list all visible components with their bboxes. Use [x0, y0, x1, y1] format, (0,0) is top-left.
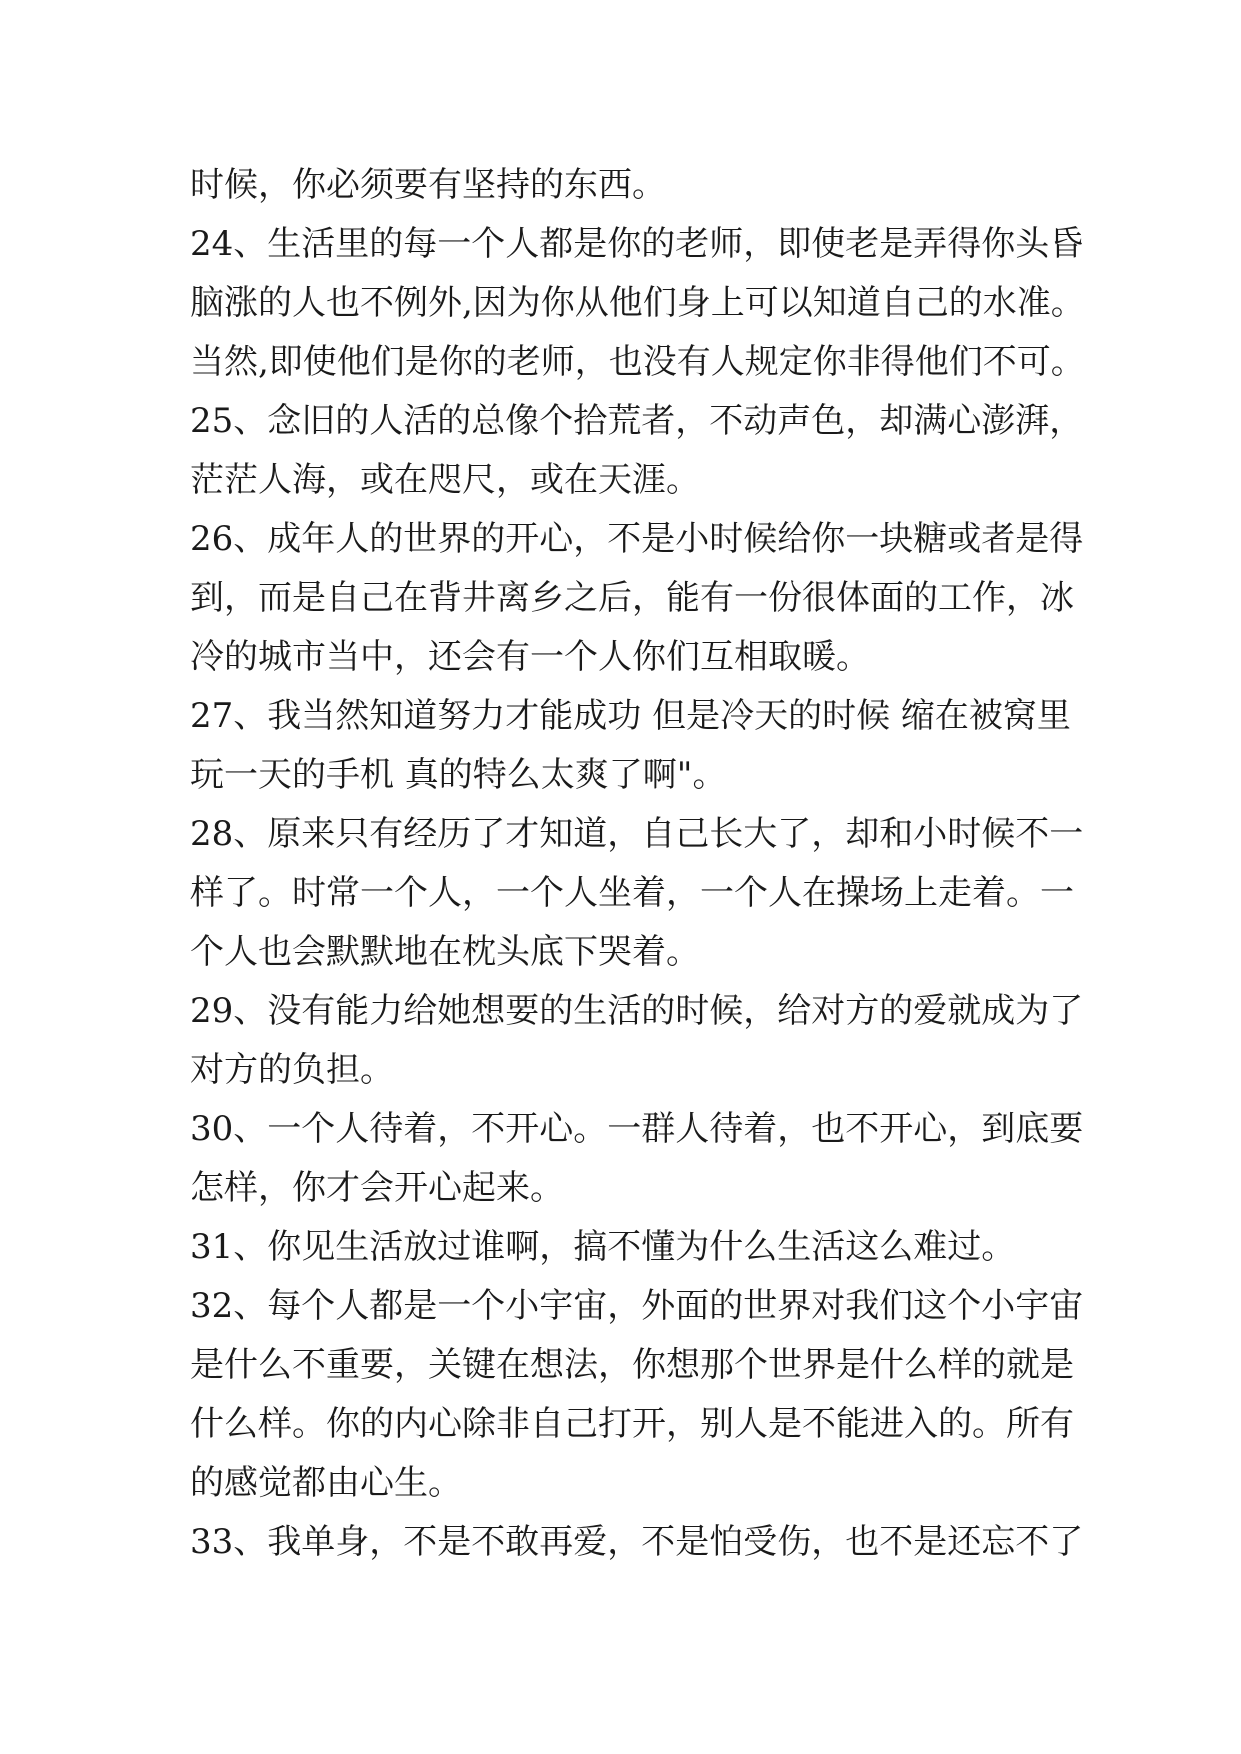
text-line: 是什么不重要，关键在想法，你想那个世界是什么样的就是 [190, 1345, 1074, 1385]
text-line: 的感觉都由心生。 [190, 1463, 462, 1503]
text-line: 脑涨的人也不例外,因为你从他们身上可以知道自己的水准。 [190, 283, 1085, 323]
text-line: 个人也会默默地在枕头底下哭着。 [190, 932, 700, 972]
text-line: 时候，你必须要有坚持的东西。 [190, 165, 666, 205]
text-line: 31、你见生活放过谁啊，搞不懂为什么生活这么难过。 [190, 1227, 1016, 1267]
text-line: 28、原来只有经历了才知道，自己长大了，却和小时候不一 [190, 814, 1084, 854]
text-line: 到，而是自己在背井离乡之后，能有一份很体面的工作，冰 [190, 578, 1074, 618]
text-line: 32、每个人都是一个小宇宙，外面的世界对我们这个小宇宙 [190, 1286, 1084, 1326]
text-line: 29、没有能力给她想要的生活的时候，给对方的爱就成为了 [190, 991, 1084, 1031]
text-line: 对方的负担。 [190, 1050, 394, 1090]
text-line: 冷的城市当中，还会有一个人你们互相取暖。 [190, 637, 870, 677]
text-line: 25、念旧的人活的总像个拾荒者，不动声色，却满心澎湃， [190, 401, 1084, 441]
text-line: 24、生活里的每一个人都是你的老师，即使老是弄得你头昏 [190, 224, 1084, 264]
text-line: 26、成年人的世界的开心，不是小时候给你一块糖或者是得 [190, 519, 1084, 559]
text-line: 33、我单身，不是不敢再爱，不是怕受伤，也不是还忘不了 [190, 1522, 1084, 1562]
text-line: 什么样。你的内心除非自己打开，别人是不能进入的。所有 [190, 1404, 1074, 1444]
text-line: 当然,即使他们是你的老师，也没有人规定你非得他们不可。 [190, 342, 1085, 382]
text-line: 怎样，你才会开心起来。 [190, 1168, 564, 1208]
text-line: 样了。时常一个人，一个人坐着，一个人在操场上走着。一 [190, 873, 1074, 913]
text-line: 27、我当然知道努力才能成功 但是冷天的时候 缩在被窝里 [190, 696, 1071, 736]
text-line: 茫茫人海，或在咫尺，或在天涯。 [190, 460, 700, 500]
text-line: 30、一个人待着，不开心。一群人待着，也不开心，到底要 [190, 1109, 1084, 1149]
text-line: 玩一天的手机 真的特么太爽了啊"。 [190, 755, 727, 795]
